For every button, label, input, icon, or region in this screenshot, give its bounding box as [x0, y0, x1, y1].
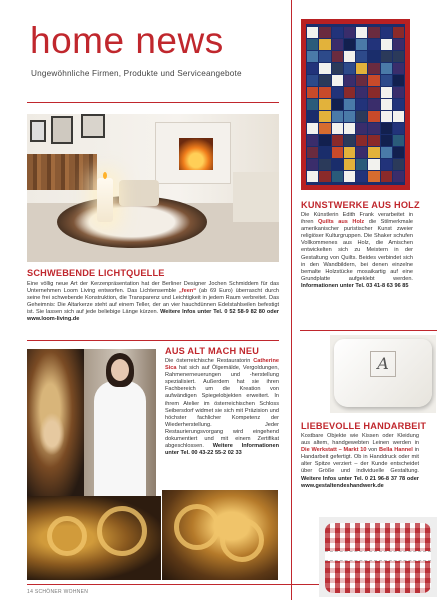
picture-frame	[30, 120, 46, 142]
quilt-border	[301, 19, 410, 190]
wood-quilt-artwork	[301, 19, 410, 190]
headline-kunstwerke: KUNSTWERKE AUS HOLZ	[301, 200, 420, 210]
article-text: die Stilmerkmale amerikanischer puristischer Kunst zweier religiöser Kulturgruppen. Die Shaker schufen Vollkommenes aus Holz, die Amischen entwickelten sich zu Meistern in der Gestaltung von Quilts. Beides verbindet sich in den Wandbildern, bei denen einzelne bemalte Holzstücke mosaikartig auf eine Grundplatte aufgeklebt werden.	[301, 219, 413, 282]
carving-swirl	[47, 516, 87, 556]
picture-frame	[51, 116, 73, 144]
article-highlight: Quilts aus Holz	[317, 219, 365, 226]
face	[111, 359, 129, 381]
lace-band	[325, 551, 431, 561]
side-table	[233, 172, 279, 222]
old-painting-photo	[27, 349, 85, 501]
carved-frame-photo	[27, 496, 161, 580]
top-rule	[27, 102, 279, 103]
middle-rule	[27, 340, 279, 341]
article-highlight: Die Werkstatt – Markt 10	[301, 447, 367, 454]
fire	[179, 138, 213, 170]
article-text: in Handarbeit gefertigt. Ob in Handdruck oder mit alter Spitze verziert – der Kunde entscheidet über Größe und individuelle Gestaltung.	[301, 447, 419, 475]
carving-swirl	[97, 506, 147, 556]
right-rule-mid	[300, 330, 437, 331]
checked-cushion-photo	[319, 517, 437, 597]
restorer-portrait	[84, 349, 156, 501]
article-text: hat sich auf Ölgemälde, Vergoldungen, Rahmenerneuerungen und -herstellung spezialisiert. Außerdem hat sie ihren Fachbereich um die Kreation von aufwändigen Spiegelobjekten erweitert. In ihrem Atelier im österreichischen Schloss Seibersdorf widmet sie sich mit Präzision und höchster fachlicher Kompetenz der Wiederherstellung. Jeder Restaurierungsvorgang wird eingehend dokumentiert und mit einem Zertifikat abgeschlossen.	[165, 365, 279, 450]
carving-swirl	[220, 518, 264, 562]
article-handarbeit	[301, 433, 419, 490]
article-text: Kostbare Objekte wie Kissen oder Kleidung aus altem, handgewebten Leinen werden in	[301, 433, 419, 447]
article-text: Eine völlig neue Art der Kerzenpräsentation hat der Berliner Designer Jochen Schmiddem für das Unternehmen Loom Living entworfen. Das Lichtensemble	[27, 281, 279, 295]
firewood-stack	[27, 154, 97, 190]
article-kunstwerke	[301, 212, 413, 290]
page-footer: 14 SCHÖNER WOHNEN	[27, 589, 89, 595]
page-title: home news	[30, 20, 224, 61]
white-coat	[94, 381, 146, 501]
contact-info: Weitere Infos unter Tel. 0 52 58-9 82 80 oder www.loom-living.de	[27, 309, 279, 323]
article-text: Die österreichische Restauratorin	[165, 358, 254, 364]
floor-cushion	[119, 180, 159, 206]
article-text: (ab 69 Euro) überrascht durch seine frei schwebende Konstruktion, die Transparenz und Leichtigkeit in jedem Raum verbreitet. Das Geheimnis: Die Altarkerze steht auf einem Teller, der an vier hauchdünnen Edelstahlseilen befestigt ist. Sie lassen sich auf jede beliebige Länge kürzen.	[27, 288, 279, 316]
article-highlight: „feen“	[179, 288, 197, 295]
headline-alt-neu: AUS ALT MACH NEU	[165, 346, 260, 356]
article-text: Die Künstlerin Edith Frank verarbeitet in ihren	[301, 212, 413, 226]
article-alt-neu	[165, 358, 279, 457]
living-room-photo	[27, 114, 279, 262]
headline-handarbeit: LIEBEVOLLE HANDARBEIT	[301, 421, 427, 431]
candle-light	[97, 178, 113, 222]
picture-frame	[81, 114, 105, 138]
contact-info: Weitere Informationen unter Tel. 00 43-22 55-2 02 33	[165, 443, 279, 457]
carving-swirl	[174, 504, 220, 550]
gilded-frame-photo	[162, 490, 278, 580]
page-subtitle: Ungewöhnliche Firmen, Produkte und Serviceangebote	[31, 69, 242, 78]
headline-lichtquelle: SCHWEBENDE LICHTQUELLE	[27, 268, 165, 278]
contact-info: Weitere Infos unter Tel. 0 21 96-8 37 78 oder www.gestaltendeshandwerk.de	[301, 475, 419, 489]
painted-figure	[37, 409, 67, 459]
article-highlight: Bella Hannel	[379, 447, 413, 454]
article-highlight: Catherine Sica	[165, 358, 279, 372]
article-lichtquelle	[27, 281, 279, 324]
right-column-rule	[291, 0, 292, 600]
linen-pillow-photo	[330, 335, 436, 413]
contact-info: Informationen unter Tel. 03 41-8 63 96 85	[301, 282, 409, 289]
pillow-monogram: A	[370, 351, 396, 377]
article-text: von	[366, 447, 380, 454]
candle-flame	[103, 172, 107, 179]
